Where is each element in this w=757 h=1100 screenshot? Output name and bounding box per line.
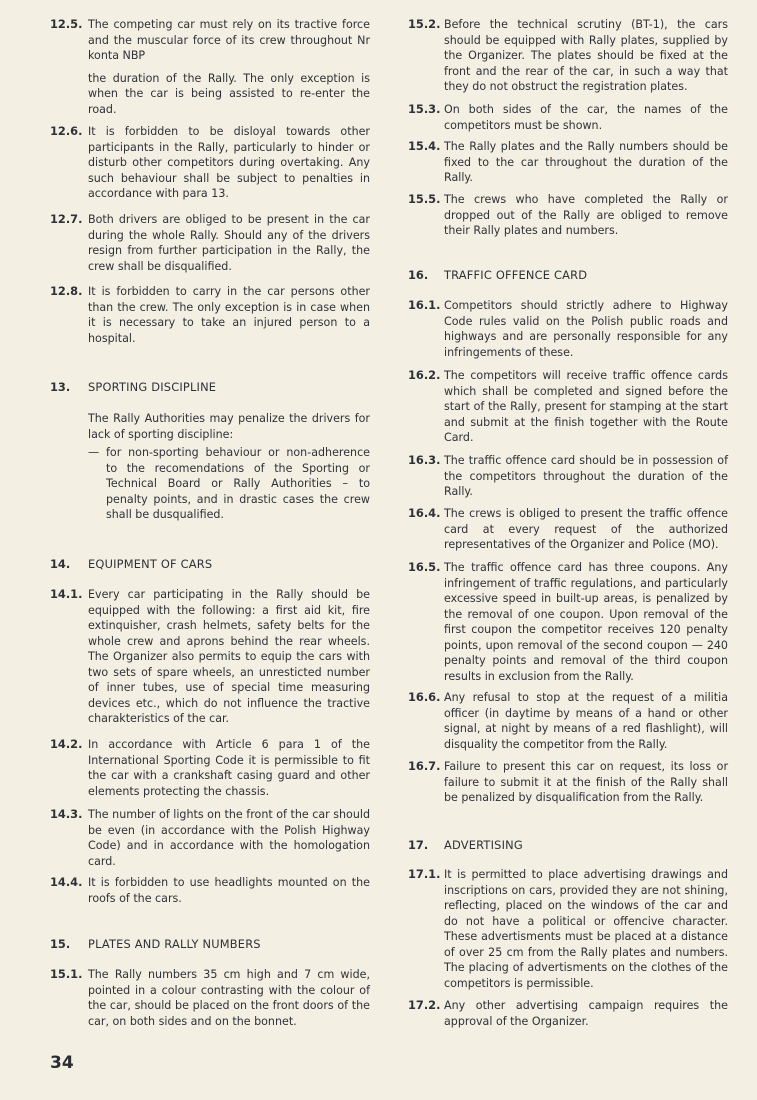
section-title: TRAFFIC OFFENCE CARD (444, 268, 588, 282)
rule-number: 15.4. (408, 139, 441, 153)
rule-paragraph: The competing car must rely on its tractive force and the muscular force of its crew throughout Nr konta NBP (88, 18, 370, 62)
rule-text: The traffic offence card should be in possession of the competitors throughout the duration of the Rally. (444, 454, 728, 498)
rule-number: 16.2. (408, 368, 441, 382)
rule-number: 14.2. (50, 737, 83, 751)
section-number: 14. (50, 557, 71, 571)
section-number: 13. (50, 380, 71, 394)
rule-text: It is permitted to place advertising drawings and inscriptions on cars, provided they are not shining, reflecting, placed on the windows of the car and do not have a political or offencive character. These advertisments must be placed at a distance of over 25 cm from the Rally plates and numbers. The placing of advertisments on the clothes of the competitors is permissible. (444, 868, 728, 990)
rule-number: 12.7. (50, 212, 83, 226)
rule-text: Any refusal to stop at the request of a militia officer (in daytime by means of a hand or other signal, at night by means of a red flashlight), will disquality the competitor from the Rally. (444, 691, 728, 751)
section-number: 16. (408, 268, 429, 282)
rule-number: 14.1. (50, 587, 83, 601)
rule-text: Competitors should strictly adhere to Highway Code rules valid on the Polish public roads and highways and are personally responsible for any infringements of these. (444, 299, 728, 359)
rule-text: Every car participating in the Rally should be equipped with the following: a first aid kit, fire extinquisher, crash helmets, safety belts for the whole crew and aprons behind the rear wheels. The Organizer also permits to equip the cars with two sets of spare wheels, an unresticted number of inner tubes, use of special time measuring devices etc., which do not influence the tractive charakteristics of the car. (88, 588, 370, 725)
section-body (88, 411, 370, 523)
rule-number: 15.1. (50, 967, 83, 981)
rule-text: The crews who have completed the Rally or dropped out of the Rally are obliged to remove their Rally plates and numbers. (444, 193, 728, 237)
rule-number: 17.1. (408, 867, 441, 881)
rule-text: The number of lights on the front of the car should be even (in accordance with the Polish Highway Code) and in accordance with the homologation card. (88, 808, 370, 868)
section-number: 17. (408, 838, 429, 852)
rule-text: Failure to present this car on request, its loss or failure to submit it at the finish of the Rally shall be penalized by disqualification from the Rally. (444, 760, 728, 804)
rule-number: 14.4. (50, 875, 83, 889)
rule-text: The crews is obliged to present the traffic offence card at every request of the authorized representatives of the Organizer and Police (MO). (444, 507, 728, 551)
rule-text (88, 17, 370, 117)
rule-text: Before the technical scrutiny (BT-1), the cars should be equipped with Rally plates, supplied by the Organizer. The plates should be fixed at the front and the rear of the car, in such a way that they do not obstruct the registration plates. (444, 18, 728, 93)
dash-text: for non-sporting behaviour or non-adherence to the recomendations of the Sporting or Technical Board or Rally Authorities – to penalty points, and in drastic cases the crew shall be dusqualified. (106, 446, 370, 521)
section-title: ADVERTISING (444, 838, 523, 852)
rule-number: 16.1. (408, 298, 441, 312)
rule-number: 15.2. (408, 17, 441, 31)
rule-number: 12.5. (50, 17, 83, 31)
rule-number: 15.3. (408, 102, 441, 116)
section-title: SPORTING DISCIPLINE (88, 380, 217, 394)
section-title: PLATES AND RALLY NUMBERS (88, 937, 261, 951)
section-title: EQUIPMENT OF CARS (88, 557, 213, 571)
body-paragraph: The Rally Authorities may penalize the drivers for lack of sporting discipline: (88, 412, 370, 441)
rule-text: It is forbidden to be disloyal towards other participants in the Rally, particularly to hinder or disturb other competitors during overtaking. Any such behaviour shall be subject to penalties in accordance with para 13. (88, 125, 370, 200)
rule-text: The Rally numbers 35 cm high and 7 cm wide, pointed in a colour contrasting with the colour of the car, should be placed on the front doors of the car, on both sides and on the bonnet. (88, 968, 370, 1028)
rule-number: 17.2. (408, 998, 441, 1012)
rule-text: Both drivers are obliged to be present in the car during the whole Rally. Should any of the drivers resign from further participation in the Rally, the crew shall be disqualified. (88, 213, 370, 273)
dash-mark: — (88, 446, 100, 459)
rule-number: 12.6. (50, 124, 83, 138)
rule-number: 16.3. (408, 453, 441, 467)
rule-text: The traffic offence card has three coupons. Any infringement of traffic regulations, and particularly excessive speed in built-up areas, is penalized by the removal of one coupon. Upon removal of the first coupon the competitor receives 120 penalty points, upon removal of the second coupon — 240 penalty points and removal of the third coupon results in exclusion from the Rally. (444, 561, 728, 683)
rule-number: 16.6. (408, 690, 441, 704)
rule-text: It is forbidden to use headlights mounted on the roofs of the cars. (88, 876, 370, 905)
section-number: 15. (50, 937, 71, 951)
rule-text: On both sides of the car, the names of the competitors must be shown. (444, 103, 728, 132)
rule-paragraph: the duration of the Rally. The only exception is when the car is being assisted to re-enter the road. (88, 71, 370, 116)
rule-text: The Rally plates and the Rally numbers should be fixed to the car throughout the duration of the Rally. (444, 140, 728, 184)
rule-number: 16.7. (408, 759, 441, 773)
dash-item (88, 445, 370, 523)
rule-number: 12.8. (50, 284, 83, 298)
rule-text: It is forbidden to carry in the car persons other than the crew. The only exception is in case when it is necessary to take an injured person to a hospital. (88, 285, 370, 345)
rule-text: Any other advertising campaign requires the approval of the Organizer. (444, 999, 728, 1028)
rule-number: 15.5. (408, 192, 441, 206)
rule-number: 16.5. (408, 560, 441, 574)
page-number: 34 (50, 1053, 74, 1073)
rule-text: In accordance with Article 6 para 1 of the International Sporting Code it is permissible to fit the car with a crankshaft casing guard and other elements protecting the chassis. (88, 738, 370, 798)
rule-number: 16.4. (408, 506, 441, 520)
rule-number: 14.3. (50, 807, 83, 821)
rule-text: The competitors will receive traffic offence cards which shall be completed and signed before the start of the Rally, present for stamping at the start and submit at the finish together with the Route Card. (444, 369, 728, 444)
